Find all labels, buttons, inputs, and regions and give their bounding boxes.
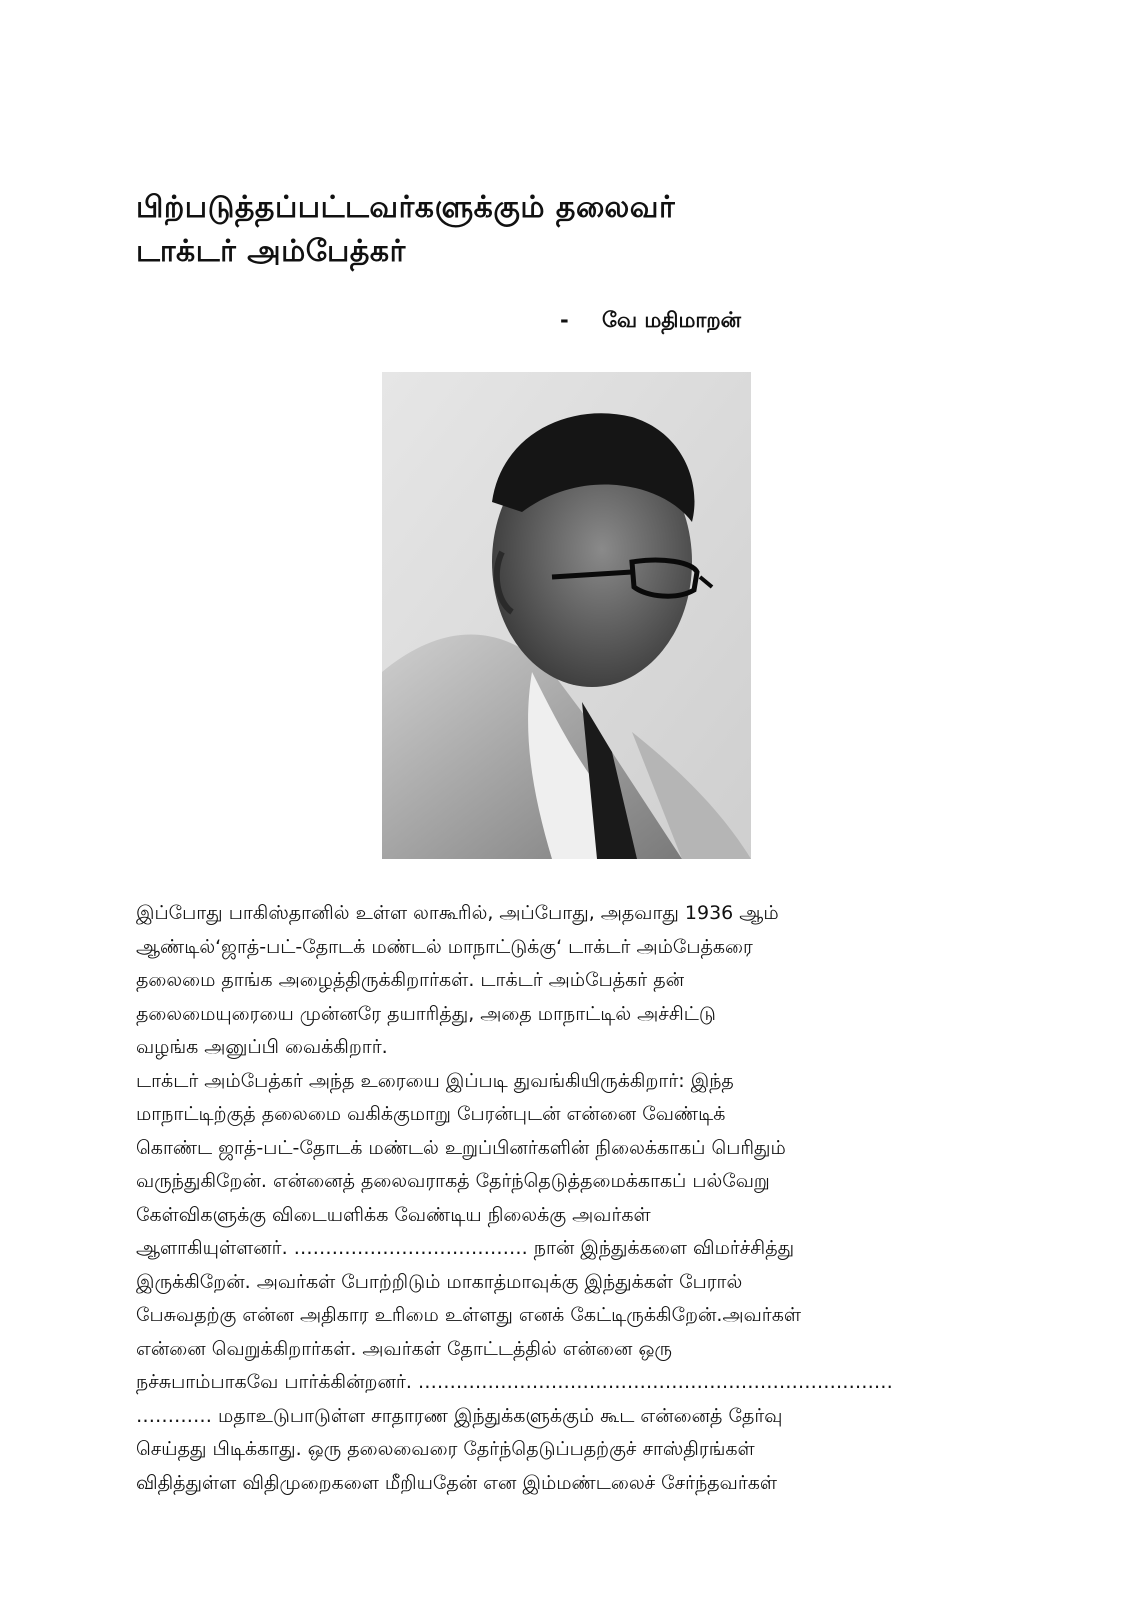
body-line: இருக்கிறேன். அவர்கள் போற்றிடும் மாகாத்மாவுக்கு இந்துக்கள் பேரால் [136,1270,743,1293]
body-line: ஆண்டில்‘ஜாத்-பட்-தோடக் மண்டல் மாநாட்டுக்கு‘ டாக்டர் அம்பேத்கரை [136,935,753,958]
body-line: ஆளாகியுள்ளனர். ………………………………. நான் இந்துக்களை விமர்ச்சித்து [136,1237,795,1259]
body-line: தலைமை தாங்க அழைத்திருக்கிறார்கள். டாக்டர் அம்பேத்கர் தன் [136,969,685,991]
body-line: வருந்துகிறேன். என்னைத் தலைவராகத் தேர்ந்தெடுத்தமைக்காகப் பல்வேறு [136,1170,770,1192]
page-title [136,186,675,274]
body-line: நச்சுபாம்பாகவே பார்க்கின்றனர். ………………………………………………………………… [136,1371,893,1393]
author-byline [560,308,741,335]
body-line: இப்போது பாகிஸ்தானில் உள்ள லாகூரில், அப்போது, அதவாது 1936 ஆம் [136,902,779,924]
body-line: வழங்க அனுப்பி வைக்கிறார். [136,1036,388,1058]
title-line-2: டாக்டர் அம்பேத்கர் [136,234,406,269]
byline-dash: - [560,308,569,332]
body-line: பேசுவதற்கு என்ன அதிகார உரிமை உள்ளது எனக் கேட்டிருக்கிறேன்.அவர்கள் [136,1304,801,1326]
portrait-photo [382,372,751,859]
author-name: வே மதிமாறன் [602,308,741,332]
body-line: கொண்ட ஜாத்-பட்-தோடக் மண்டல் உறுப்பினர்களின் நிலைக்காகப் பெரிதும் [136,1136,786,1159]
body-line: செய்தது பிடிக்காது. ஒரு தலைவைரை தேர்ந்தெடுப்பதற்குச் சாஸ்திரங்கள் [136,1438,755,1460]
body-line: டாக்டர் அம்பேத்கர் அந்த உரையை இப்படி துவங்கியிருக்கிறார்: இந்த [136,1069,734,1092]
body-line: விதித்துள்ள விதிமுறைகளை மீறியதேன் என இம்மண்டலைச் சேர்ந்தவர்கள் [136,1471,778,1494]
article-body [136,897,1006,1500]
body-line: என்னை வெறுக்கிறார்கள். அவர்கள் தோட்டத்தில் என்னை ஒரு [136,1337,673,1360]
title-line-1: பிற்படுத்தப்பட்டவர்களுக்கும் தலைவர் [136,190,676,225]
body-line: தலைமையுரையை முன்னரே தயாரித்து, அதை மாநாட்டில் அச்சிட்டு [136,1002,716,1025]
body-line: கேள்விகளுக்கு விடையளிக்க வேண்டிய நிலைக்கு அவர்கள் [136,1203,651,1226]
body-line: மாநாட்டிற்குத் தலைமை வகிக்குமாறு பேரன்புடன் என்னை வேண்டிக் [136,1103,726,1125]
body-line: ………… மதாஉடுபாடுள்ள சாதாரண இந்துக்களுக்கும் கூட என்னைத் தேர்வு [136,1404,783,1427]
portrait-illustration [382,372,751,859]
